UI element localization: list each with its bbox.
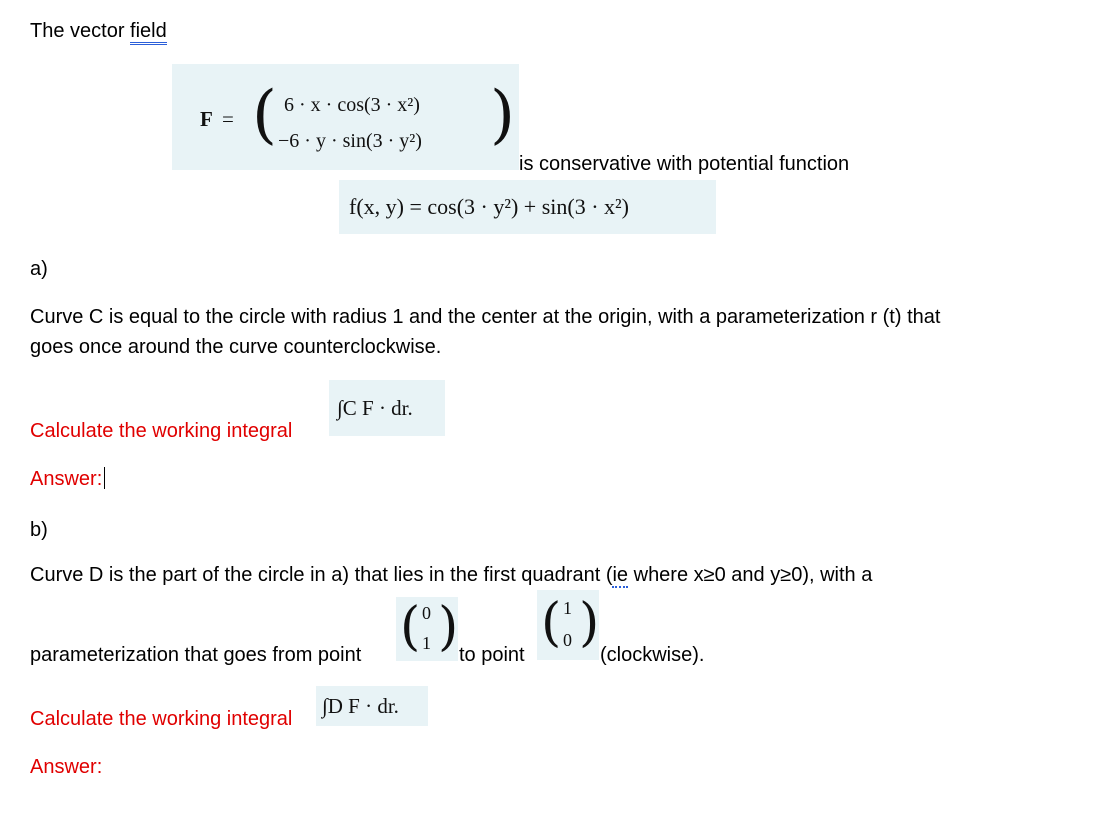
equals-sign: =: [222, 107, 234, 131]
intro-text: [30, 19, 167, 43]
part-a-calc-label: Calculate the working integral: [30, 420, 293, 442]
conservative-text: is conservative with potential function: [519, 153, 850, 175]
part-b-line-1-pre: Curve D is the part of the circle in a) that lies in the first quadrant (: [30, 564, 613, 586]
part-b-answer[interactable]: [30, 755, 102, 779]
vector-symbol: F: [200, 107, 213, 131]
right-paren-icon: ): [438, 597, 459, 657]
potential-function-formula: [339, 180, 716, 234]
intro-prefix: The vector: [30, 20, 131, 42]
clockwise-text: (clockwise).: [600, 644, 705, 666]
integral-c-formula: [329, 380, 445, 436]
to-point-text: to point: [459, 644, 525, 666]
point-1-x: 0: [422, 603, 431, 623]
vector-row-2: −6 · y · sin(3 · y²): [278, 130, 422, 152]
part-a-line-2: goes once around the curve counterclockwise.: [30, 336, 442, 358]
part-b-line-1-post: where x≥0 and y≥0), with a: [628, 564, 873, 586]
potential-text: f(x, y) = cos(3 · y²) + sin(3 · x²): [349, 194, 629, 219]
part-b-line-1: [30, 563, 872, 587]
field-word: field: [130, 20, 167, 45]
vector-row-1: 6 · x · cos(3 · x²): [284, 94, 420, 116]
part-b-label: b): [30, 519, 48, 541]
text-cursor: [104, 467, 105, 489]
point-1-vector: [396, 597, 458, 661]
integral-d-text: ∫D F · dr.: [322, 694, 399, 718]
left-paren-icon: (: [252, 78, 277, 152]
right-paren-icon: ): [579, 593, 600, 653]
part-a-line-1: Curve C is equal to the circle with radius 1 and the center at the origin, with a parameterization r (t) that: [30, 306, 941, 328]
integral-d-formula: [316, 686, 428, 726]
part-a-label: a): [30, 258, 48, 280]
part-a-answer-label: Answer:: [30, 468, 103, 490]
vector-field-formula: [172, 64, 519, 170]
point-2-x: 1: [563, 598, 572, 618]
part-b-calc-label: Calculate the working integral: [30, 708, 293, 730]
integral-c-text: ∫C F · dr.: [337, 396, 413, 420]
param-text: parameterization that goes from point: [30, 644, 362, 666]
point-2-vector: [537, 590, 599, 660]
right-paren-icon: ): [490, 78, 515, 152]
part-a-answer[interactable]: [30, 467, 105, 491]
point-2-y: 0: [563, 630, 572, 650]
left-paren-icon: (: [541, 593, 562, 653]
ie-word: ie: [612, 564, 629, 586]
point-1-y: 1: [422, 633, 431, 653]
left-paren-icon: (: [400, 597, 421, 657]
part-b-answer-label: Answer:: [30, 756, 103, 778]
